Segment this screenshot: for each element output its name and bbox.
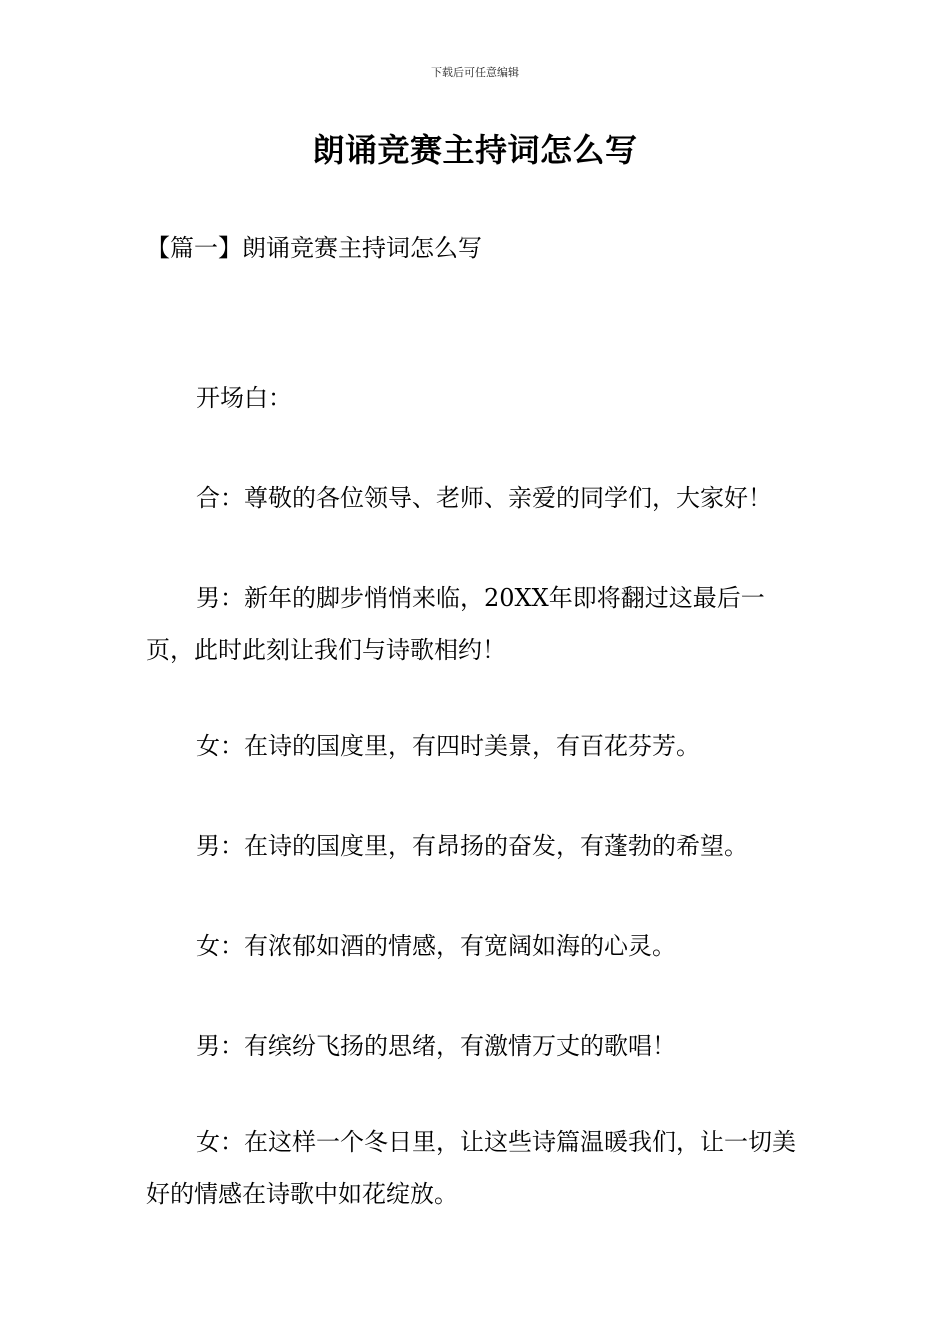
section-heading: 【篇一】朗诵竞赛主持词怎么写 <box>146 234 482 262</box>
document-title: 朗诵竞赛主持词怎么写 <box>312 131 638 169</box>
header-note: 下载后可任意编辑 <box>431 66 519 79</box>
paragraph: 男：新年的脚步悄悄来临，20XX年即将翻过这最后一页，此时此刻让我们与诗歌相约！ <box>146 584 765 664</box>
paragraph: 女：在这样一个冬日里，让这些诗篇温暖我们，让一切美好的情感在诗歌中如花绽放。 <box>146 1128 796 1208</box>
paragraph: 女：有浓郁如酒的情感，有宽阔如海的心灵。 <box>196 932 676 960</box>
paragraph: 男：有缤纷飞扬的思绪，有激情万丈的歌唱！ <box>196 1032 676 1060</box>
paragraph: 女：在诗的国度里，有四时美景，有百花芬芳。 <box>196 732 700 760</box>
paragraph: 合：尊敬的各位领导、老师、亲爱的同学们，大家好！ <box>196 484 772 512</box>
paragraph: 男：在诗的国度里，有昂扬的奋发，有蓬勃的希望。 <box>196 832 748 860</box>
paragraph-opening: 开场白： <box>196 384 292 412</box>
